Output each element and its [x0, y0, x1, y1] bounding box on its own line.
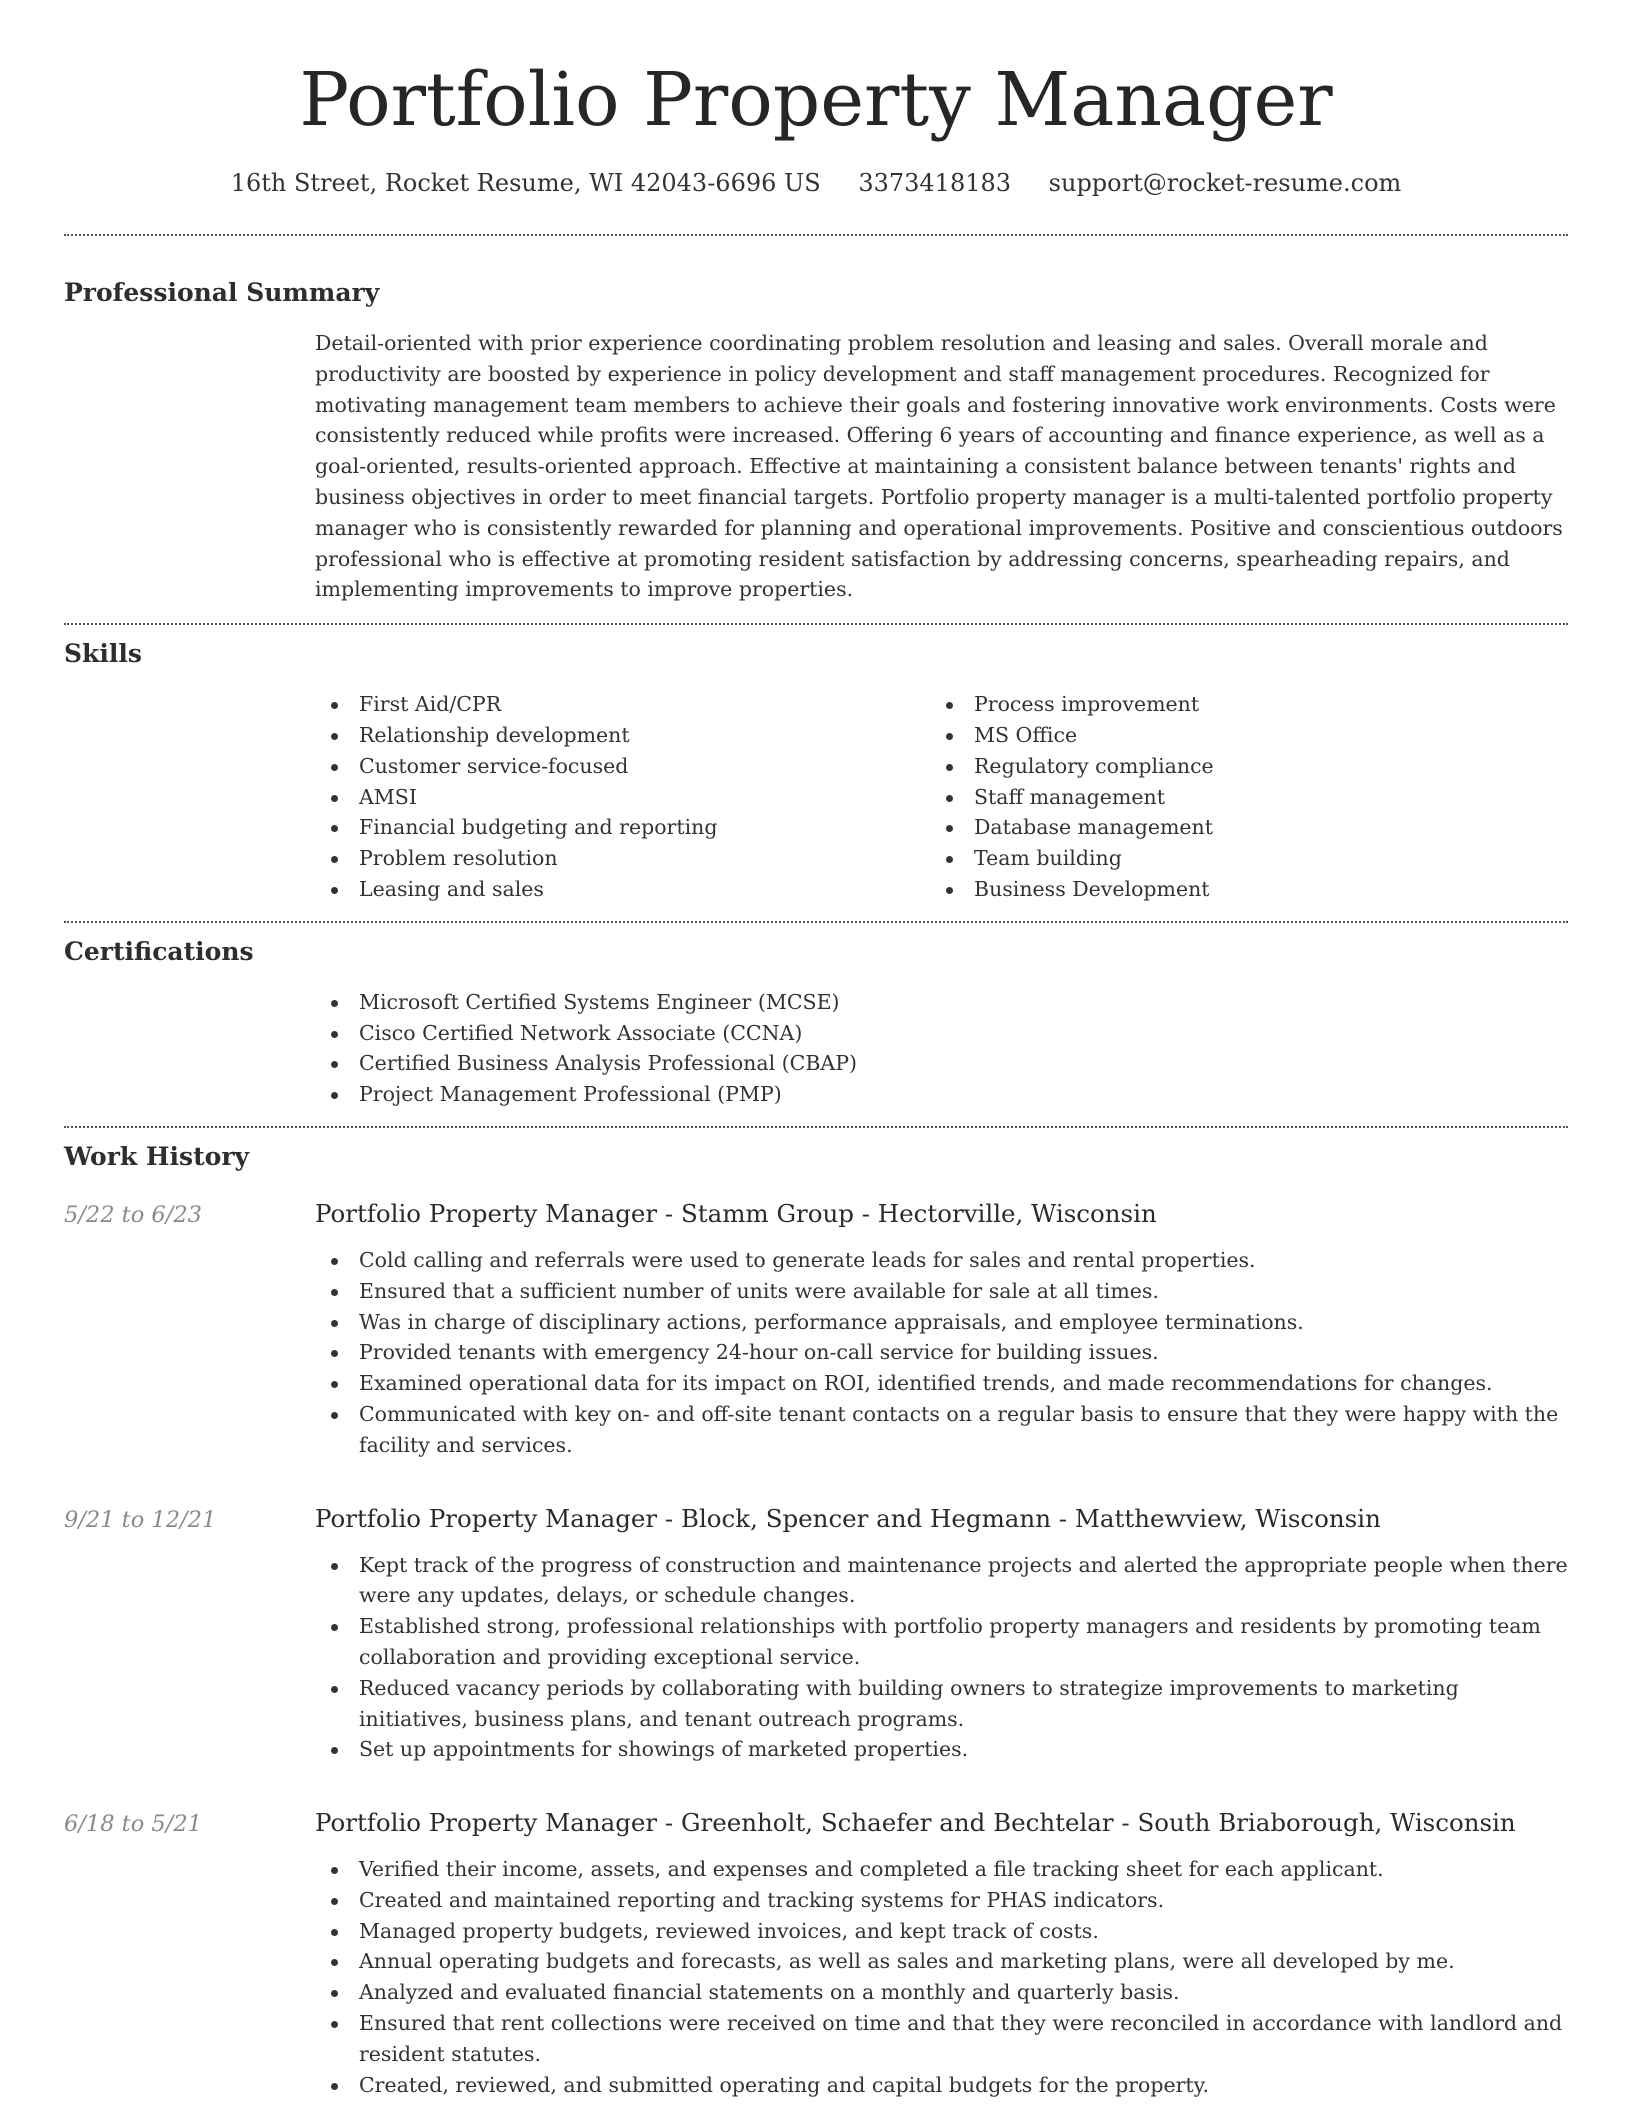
skill-item: Regulatory compliance — [930, 751, 1545, 782]
job-title: Portfolio Property Manager - Stamm Group - Hectorville, Wisconsin — [315, 1198, 1157, 1228]
section-divider — [64, 623, 1568, 625]
certification-item: Microsoft Certified Systems Engineer (MCSE) — [315, 987, 1568, 1018]
summary-heading: Professional Summary — [64, 278, 380, 307]
job-duty-item: Communicated with key on- and off-site tenant contacts on a regular basis to ensure that they were happy with the facility and services. — [315, 1399, 1568, 1461]
job-duty-item: Kept track of the progress of construction and maintenance projects and alerted the appropriate people when there were any updates, delays, or schedule changes. — [315, 1550, 1568, 1612]
skill-item: Customer service-focused — [315, 751, 930, 782]
contact-email: support@rocket-resume.com — [1048, 169, 1402, 197]
job-entry — [64, 1807, 1568, 2100]
skill-item: Staff management — [930, 782, 1545, 813]
work-history-heading: Work History — [64, 1141, 250, 1171]
skills-heading: Skills — [64, 639, 142, 669]
job-dates: 6/18 to 5/21 — [64, 1811, 202, 1838]
contact-line — [64, 166, 1568, 200]
contact-phone: 3373418183 — [858, 169, 1012, 197]
skill-item: First Aid/CPR — [315, 689, 930, 720]
skill-item: MS Office — [930, 720, 1545, 751]
job-duty-item: Verified their income, assets, and expenses and completed a file tracking sheet for each applicant. — [315, 1854, 1568, 1885]
job-duty-item: Set up appointments for showings of marketed properties. — [315, 1734, 1568, 1765]
skill-item: Relationship development — [315, 720, 930, 751]
skill-item: Problem resolution — [315, 843, 930, 874]
certification-item: Cisco Certified Network Associate (CCNA) — [315, 1018, 1568, 1049]
job-entry — [64, 1198, 1568, 1461]
skill-item: AMSI — [315, 782, 930, 813]
certifications-items — [315, 987, 1568, 1110]
job-duties — [315, 1550, 1568, 1766]
job-duty-item: Annual operating budgets and forecasts, as well as sales and marketing plans, were all developed by me. — [315, 1946, 1568, 1977]
summary-content — [315, 328, 1568, 605]
skills-column-left — [315, 689, 930, 905]
job-duty-item: Established strong, professional relationships with portfolio property managers and residents by promoting team collaboration and providing exceptional service. — [315, 1611, 1568, 1673]
job-duty-item: Ensured that rent collections were received on time and that they were reconciled in accordance with landlord and resident statutes. — [315, 2008, 1568, 2070]
certification-item: Certified Business Analysis Professional (CBAP) — [315, 1048, 1568, 1079]
job-duty-list — [315, 1245, 1568, 1461]
section-divider — [64, 1126, 1568, 1128]
section-divider — [64, 921, 1568, 923]
job-title: Portfolio Property Manager - Block, Spencer and Hegmann - Matthewview, Wisconsin — [315, 1503, 1381, 1533]
resume-name: Portfolio Property Manager — [299, 57, 1333, 143]
job-duty-item: Created, reviewed, and submitted operating and capital budgets for the property. — [315, 2070, 1568, 2101]
skill-item: Business Development — [930, 874, 1545, 905]
skill-item: Team building — [930, 843, 1545, 874]
job-title: Portfolio Property Manager - Greenholt, Schaefer and Bechtelar - South Briaborough, Wisconsin — [315, 1808, 1516, 1838]
job-duty-item: Provided tenants with emergency 24-hour on-call service for building issues. — [315, 1337, 1568, 1368]
skills-column-right — [930, 689, 1545, 905]
job-dates: 5/22 to 6/23 — [64, 1201, 202, 1228]
section-divider — [64, 234, 1568, 236]
job-duty-item: Analyzed and evaluated financial statements on a monthly and quarterly basis. — [315, 1977, 1568, 2008]
certification-item: Project Management Professional (PMP) — [315, 1079, 1568, 1110]
job-duties — [315, 1245, 1568, 1461]
job-header — [64, 1503, 1568, 1536]
contact-address: 16th Street, Rocket Resume, WI 42043-6696 US — [230, 169, 821, 197]
job-duty-item: Managed property budgets, reviewed invoices, and kept track of costs. — [315, 1916, 1568, 1947]
resume-page — [64, 0, 1568, 2100]
certifications-list — [315, 987, 1568, 1110]
job-duty-item: Cold calling and referrals were used to generate leads for sales and rental properties. — [315, 1245, 1568, 1276]
summary-text: Detail-oriented with prior experience coordinating problem resolution and leasing and sales. Overall morale and productivity are boosted by experience in policy development and staff management procedures. Recognized for motivating management team members to achieve their goals and fostering innovative work environments. Costs were consistently reduced while profits were increased. Offering 6 years of accounting and finance experience, as well as a goal-oriented, results-oriented approach. Effective at maintaining a consistent balance between tenants' rights and business objectives in order to meet financial targets. Portfolio property manager is a multi-talented portfolio property manager who is consistently rewarded for planning and operational improvements. Positive and conscientious outdoors professional who is effective at promoting resident satisfaction by addressing concerns, spearheading repairs, and implementing improvements to improve properties. — [315, 331, 1563, 602]
skill-item: Process improvement — [930, 689, 1545, 720]
job-duty-item: Ensured that a sufficient number of units were available for sale at all times. — [315, 1276, 1568, 1307]
job-duty-item: Examined operational data for its impact on ROI, identified trends, and made recommendations for changes. — [315, 1368, 1568, 1399]
skill-item: Database management — [930, 812, 1545, 843]
job-header — [64, 1807, 1568, 1840]
job-duty-list — [315, 1854, 1568, 2100]
certifications-heading: Certifications — [64, 936, 254, 966]
job-duty-item: Was in charge of disciplinary actions, performance appraisals, and employee terminations. — [315, 1307, 1568, 1338]
job-dates: 9/21 to 12/21 — [64, 1506, 217, 1533]
skills-list — [315, 689, 1568, 905]
job-entry — [64, 1503, 1568, 1766]
job-duty-list — [315, 1550, 1568, 1766]
job-duty-item: Reduced vacancy periods by collaborating with building owners to strategize improvements to marketing initiatives, business plans, and tenant outreach programs. — [315, 1673, 1568, 1735]
skill-item: Leasing and sales — [315, 874, 930, 905]
skill-item: Financial budgeting and reporting — [315, 812, 930, 843]
job-duty-item: Created and maintained reporting and tracking systems for PHAS indicators. — [315, 1885, 1568, 1916]
job-header — [64, 1198, 1568, 1231]
job-duties — [315, 1854, 1568, 2100]
